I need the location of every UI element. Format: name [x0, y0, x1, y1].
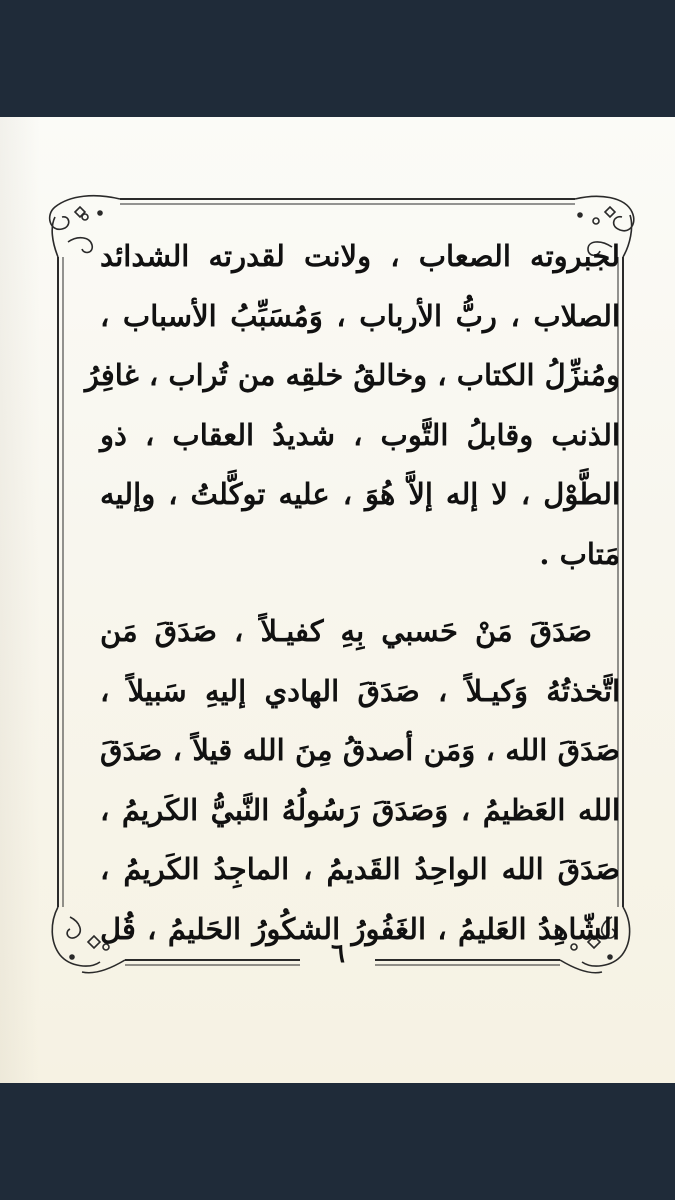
text-line: الله العَظيمُ ، وَصَدَقَ رَسُولُهُ النَّبيُّ الكَريمُ ، — [100, 792, 620, 827]
text-line: الصلاب ، ربُّ الأرباب ، وَمُسَبِّبُ الأسباب ، — [100, 298, 620, 333]
text-line: اتَّخذتُهُ وَكيـلاً ، صَدَقَ الهادي إليهِ سَبيلاً ، — [100, 673, 620, 708]
text-line: صَدَقَ الله الواحِدُ القَديمُ ، الماجِدُ الكَريمُ ، — [100, 852, 620, 886]
text-line: الطَّوْل ، لا إله إلاَّ هُوَ ، عليه توكَّلتُ ، وإليه — [100, 477, 620, 511]
page-number: ٦ — [331, 939, 345, 969]
text-line: الشّاهِدُ العَليمُ ، الغَفُورُ الشكُورُ الحَليمُ ، قُل — [100, 911, 620, 946]
text-line: مَتاب . — [539, 536, 620, 571]
text-line: الذنب وقابلُ التَّوب ، شديدُ العقاب ، ذو — [100, 417, 620, 452]
text-line: لجبروته الصعاب ، ولانت لقدرته الشدائد — [100, 239, 620, 273]
book-page-photo — [0, 117, 675, 1083]
paragraph-2 — [100, 602, 620, 959]
paragraph-1 — [84, 227, 620, 584]
text-line: صَدَقَ الله ، وَمَن أصدقُ مِنَ الله قيلاً ، صَدَقَ — [100, 733, 620, 767]
text-line: صَدَقَ مَنْ حَسبي بِهِ كفيـلاً ، صَدَقَ مَن — [100, 614, 592, 648]
text-line: ومُنزِّلُ الكتاب ، وخالقُ خلقِه من تُراب ، غافِرُ — [84, 358, 620, 392]
